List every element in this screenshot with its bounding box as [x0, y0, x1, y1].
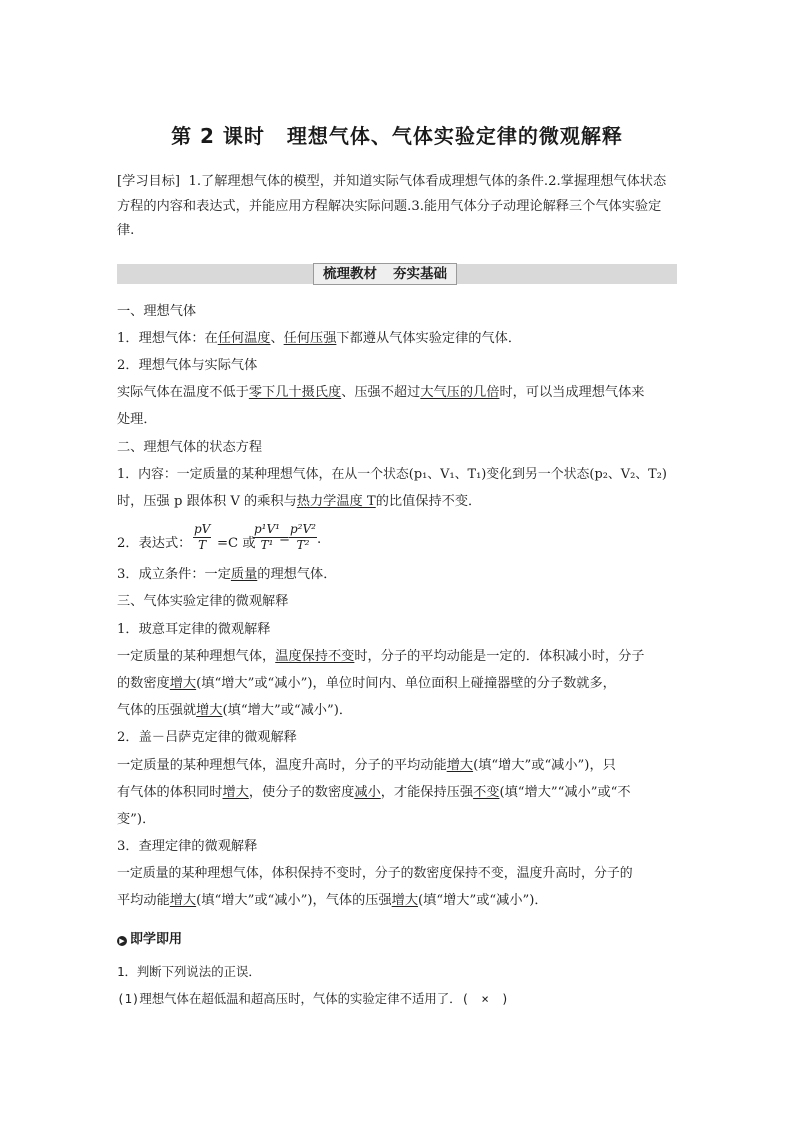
paragraph-charles-1: 一定质量的某种理想气体，体积保持不变时，分子的数密度保持不变，温度升高时，分子的	[117, 866, 633, 881]
blank-pressure-increase: 增大	[196, 703, 223, 718]
quiz-heading: ▶ 即学即用	[117, 928, 182, 947]
fraction-state-2: $\frac{\text{p²V²}}{\text{T²}}$	[290, 522, 316, 552]
blank-volume-increase: 增大	[222, 785, 249, 800]
blank-gas-pressure-increase: 增大	[391, 893, 419, 908]
blank-mass: 质量	[230, 567, 258, 582]
blank-temperature-limit: 零下几十摄氏度	[248, 385, 342, 400]
item-charles-title: 3．查理定律的微观解释	[117, 839, 258, 854]
blank-thermodynamic-temperature: 热力学温度 T	[296, 494, 376, 509]
paragraph-boyle-1: 一定质量的某种理想气体，温度保持不变时，分子的平均动能是一定的．体积减小时，分子	[117, 649, 645, 664]
paragraph-equation-content-cont: 时，压强 p 跟体积 V 的乘积与热力学温度 T的比值保持不变．	[117, 494, 482, 509]
goals-label: [学习目标]	[117, 174, 181, 189]
play-icon: ▶	[117, 936, 127, 946]
item-boyle-title: 1．玻意耳定律的微观解释	[117, 622, 271, 637]
quiz-question-1: 1．判断下列说法的正误．	[117, 964, 261, 979]
paragraph-charles-2: 平均动能增大(填“增大”或“减小”)，气体的压强增大(填“增大”或“减小”)．	[117, 893, 548, 908]
paragraph-boyle-2: 的数密度增大(填“增大”或“减小”)，单位时间内、单位面积上碰撞器壁的分子数就多，	[117, 676, 616, 691]
paragraph-gay-lussac-2: 有气体的体积同时增大，使分子的数密度减小，才能保持压强不变(填“增大”“减小”或“不	[117, 785, 631, 800]
item-ideal-vs-real: 2．理想气体与实际气体	[117, 358, 258, 373]
lesson-number: 第 2 课时	[171, 124, 265, 148]
paragraph-equation-content: 1．内容：一定质量的某种理想气体，在从一个状态(p₁、V₁、T₁)变化到另一个状态(p₂、V₂、T₂)	[117, 467, 667, 482]
banner-part2: 夯实基础	[393, 266, 447, 282]
banner-label	[313, 263, 457, 285]
paragraph-gay-lussac-3: 变”)．	[117, 812, 156, 827]
fraction-state-1: $\frac{\text{p¹V¹}}{\text{T¹}}$	[254, 522, 280, 552]
learning-goals	[117, 170, 677, 244]
goals-text: 1.了解理想气体的模型，并知道实际气体看成理想气体的条件.2.掌握理想气体状态方程的内容和表达式，并能应用方程解决实际问题.3.能用气体分子动理论解释三个气体实验定律.	[117, 174, 667, 238]
blank-pressure-limit: 大气压的几倍	[420, 385, 500, 400]
banner-part1: 梳理教材	[323, 266, 377, 282]
section-heading-state-equation: 二、理想气体的状态方程	[117, 440, 263, 455]
blank-constant-temperature: 温度保持不变	[275, 649, 355, 664]
item-gay-lussac-title: 2．盖－吕萨克定律的微观解释	[117, 730, 297, 745]
paragraph-ideal-gas-definition: 1．理想气体：在任何温度、任何压强下都遵从气体实验定律的气体．	[117, 331, 522, 346]
blank-kinetic-energy-increase: 增大	[446, 758, 474, 773]
section-heading-ideal-gas: 一、理想气体	[117, 304, 197, 319]
paragraph-conditions: 3．成立条件：一定质量的理想气体．	[117, 567, 337, 582]
blank-pressure-constant: 不变	[473, 785, 500, 800]
quiz-statement-1: (1)理想气体在超低温和超高压时，气体的实验定律不适用了．( × )	[117, 991, 509, 1006]
lesson-topic: 理想气体、气体实验定律的微观解释	[286, 124, 623, 148]
paragraph-real-gas-cont: 处理．	[117, 412, 157, 427]
section-banner	[117, 264, 677, 284]
paragraph-boyle-3: 气体的压强就增大(填“增大”或“减小”)．	[117, 703, 353, 718]
blank-any-temperature: 任何温度	[217, 331, 271, 346]
blank-any-pressure: 任何压强	[283, 331, 337, 346]
fraction-pv-over-t: $\frac{pV}{T}$	[194, 522, 211, 552]
blank-density-increase: 增大	[169, 676, 197, 691]
page-title	[117, 120, 677, 149]
section-heading-microscopic: 三、气体实验定律的微观解释	[117, 594, 289, 609]
blank-density-decrease: 减小	[354, 785, 381, 800]
paragraph-gay-lussac-1: 一定质量的某种理想气体，温度升高时，分子的平均动能增大(填“增大”或“减小”)，只	[117, 758, 616, 773]
blank-avg-ke-increase: 增大	[169, 893, 197, 908]
paragraph-real-gas: 实际气体在温度不低于零下几十摄氏度、压强不超过大气压的几倍时，可以当成理想气体来	[117, 385, 645, 400]
